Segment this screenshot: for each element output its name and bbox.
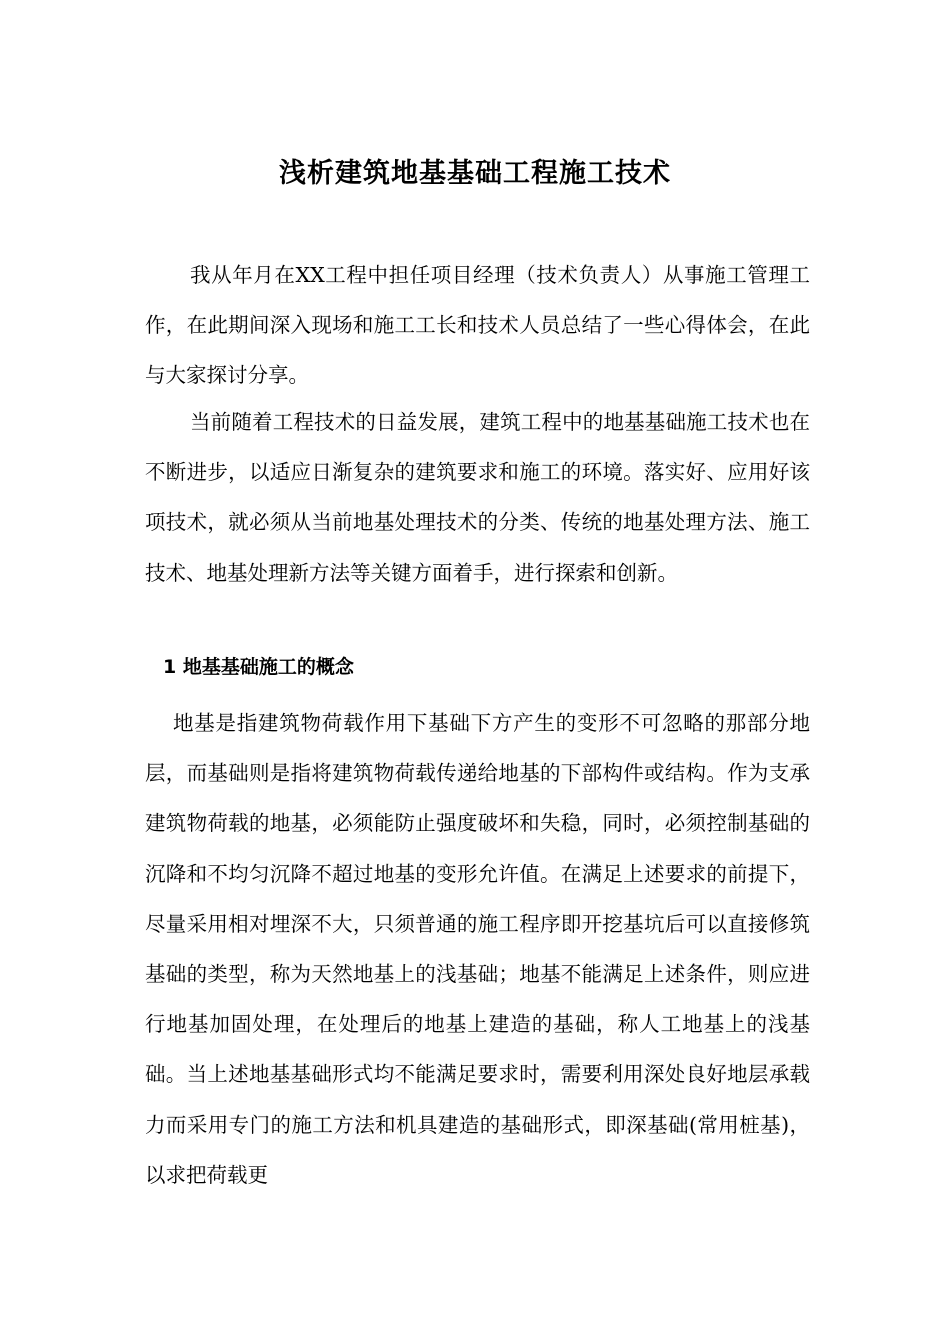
section-heading: 1 地基基础施工的概念	[163, 656, 354, 678]
intro-paragraph: 我从年月在XX工程中担任项目经理（技术负责人）从事施工管理工作，在此期间深入现场和施工工长和技术人员总结了一些心得体会，在此与大家探讨分享。	[145, 263, 810, 388]
document-title: 浅析建筑地基基础工程施工技术	[279, 158, 671, 190]
background-paragraph: 当前随着工程技术的日益发展，建筑工程中的地基基础施工技术也在不断进步，以适应日渐复杂的建筑要求和施工的环境。落实好、应用好该项技术，就必须从当前地基处理技术的分类、传统的地基处理方法、施工技术、地基处理新方法等关键方面着手，进行探索和创新。	[145, 410, 810, 585]
section-paragraph: 地基是指建筑物荷载作用下基础下方产生的变形不可忽略的那部分地层，而基础则是指将建筑物荷载传递给地基的下部构件或结构。作为支承建筑物荷载的地基，必须能防止强度破坏和失稳，同时，必须控制基础的沉降和不均匀沉降不超过地基的变形允许值。在满足上述要求的前提下，尽量采用相对埋深不大，只须普通的施工程序即开挖基坑后可以直接修筑基础的类型，称为天然地基上的浅基础；地基不能满足上述条件，则应进行地基加固处理，在处理后的地基上建造的基础，称人工地基上的浅基础。当上述地基基础形式均不能满足要求时，需要利用深处良好地层承载力而采用专门的施工方法和机具建造的基础形式，即深基础(常用桩基)，以求把荷载更	[145, 711, 810, 1187]
